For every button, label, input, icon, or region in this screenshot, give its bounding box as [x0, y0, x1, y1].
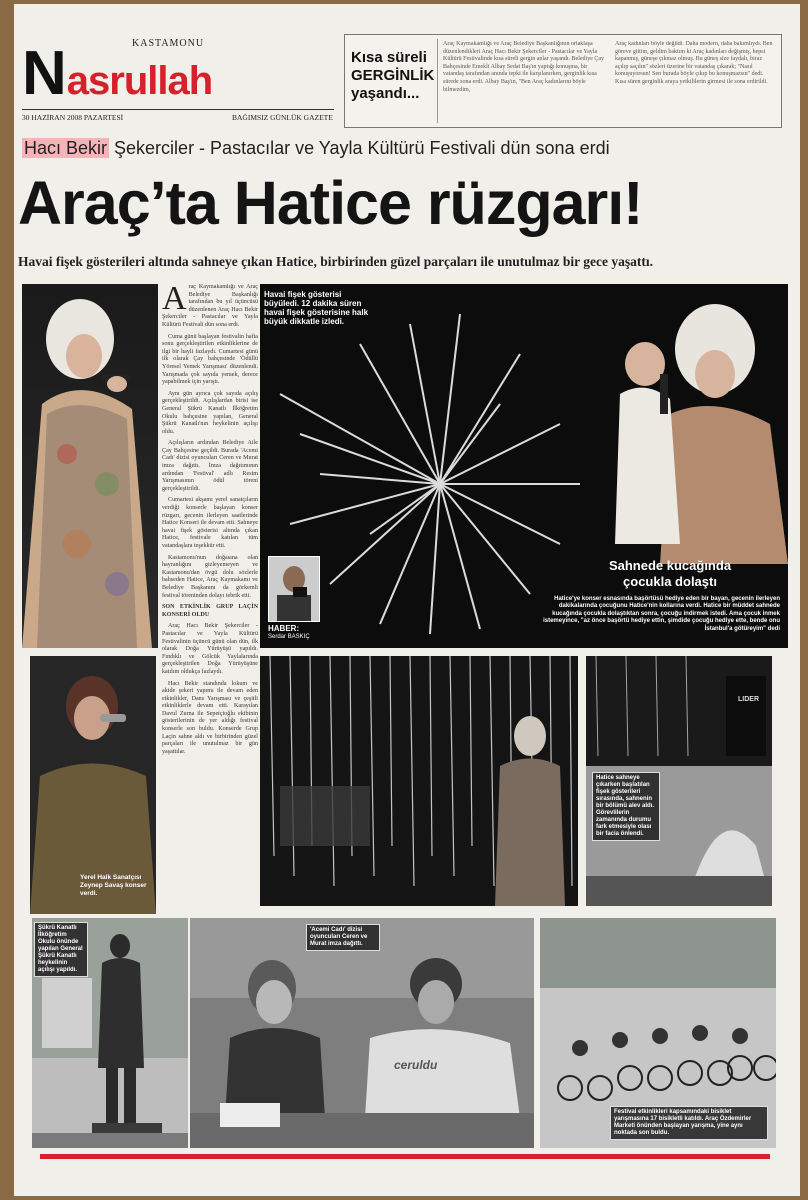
sign-text: LIDER — [738, 696, 759, 703]
reporter-box — [268, 556, 320, 642]
teaser-headline-line-3: yaşandı... — [351, 85, 420, 102]
fireworks-photo — [260, 284, 788, 648]
article-paragraph: Cuma günü başlayan festivalin hafta sonu gerçekleştirilen etkinliklerine de ilgi bir hayli fazlaydı. Cumartesi günü ilk olarak Çay bahçesinde 'Ödüllü Yöresel Yemek Yarışması' düzenlendi. Yarışmada çok sayıda yemek, derece yapabilmek için yarıştı. — [162, 333, 258, 386]
child-story-box — [260, 544, 788, 648]
reporter-photo — [268, 556, 320, 622]
statue-photo — [32, 918, 188, 1148]
masthead-tagline: BAĞIMSIZ GÜNLÜK GAZETE — [232, 113, 333, 122]
teaser-headline-line-2: GERGİNLİK — [351, 67, 435, 84]
teaser-divider — [437, 39, 438, 123]
teaser-text-col-2: Araç kadınları böyle değildi. Daha modern, daha bakımlıydı. Ben göreve gittim, geldim baktım ki Araç kadınları değişmiş, hepsi kapanmış, güneşe çıkmaz olmuş. Bu güneş size faydalı, biraz açılıp saçılın" sözleri üzerine bir vatandaş çıkarak; "Nasıl konuşuyorsun! Sen burada böyle çıkıp bu konuşmazsın" dedi. Kısa süren gerginlik araya yetkililerin girmesi ile sona erdirildi. — [615, 41, 773, 85]
teaser-box — [344, 34, 782, 128]
reporter-label: HABER: — [268, 624, 300, 633]
fire-caption: Hatice sahneye çıkarken başlatılan fişek gösterileri sırasında, sahnenin bir bölümü alev aldı. Görevlilerin zamanında durumu fark etmesiyle olası bir facia önlendi. — [592, 772, 660, 841]
deck: Havai fişek gösterileri altında sahneye çıkan Hatice, birbirinden güzel parçaları ile unutulmaz bir gece yaşattı. — [18, 254, 653, 269]
article-paragraph: Aynı gün ayrıca çok sayıda açılış gerçekleştirildi. Açılışlardan birisi ise General Şükrü Kanatlı İlköğretim Okulu bahçesine yapılan, General Şükrü Kanatlı'nın heykelinin açılışı oldu. — [162, 390, 258, 435]
teaser-headline-line-1: Kısa süreli — [351, 49, 427, 66]
reporter-name: Serdar BASKIÇ — [268, 634, 310, 640]
kicker-highlight: Hacı Bekir — [24, 138, 108, 158]
stage-fireworks-photo — [260, 656, 578, 906]
child-story-title-1: Sahnede kucağında — [608, 558, 732, 573]
logo-letter-n: N — [22, 39, 67, 108]
tshirt-print: ceruldu — [394, 1058, 438, 1072]
kicker — [22, 138, 610, 159]
bottom-red-rule — [40, 1154, 770, 1159]
kicker-text: Şekerciler - Pastacılar ve Yayla Kültürü Festivali dün sona erdi — [109, 138, 610, 158]
article-paragraph: raç Kaymakamlığı ve Araç Belediye Başkanlığı tarafından bu yıl üçüncüsü düzenlenen Araç Hacı Bekir Şekerciler - Pastacılar ve Yayla Kültürü Festivali dün sona erdi. — [162, 284, 258, 328]
masthead-city: KASTAMONU — [132, 38, 205, 49]
teaser-text-col-1: Araç Kaymakamlığı ve Araç Belediye Başkanlığının ortaklaşa düzenlendikleri Araç Hacı Bekir Şekerciler - Pastacılar ve Yayla Kültürü Festivalinde kısa süreli gergin anlar yaşandı. Belediye Çay Bahçesinde Emekli Albay Sedat Baş'ın yaptığı konuşma, bir vatandaş tarafından anında tepki ile karşılanırken, gerginlik kısa sürede sona erdi. Albay Baş'ın, "Ben Araç kadınlarını böyle bilmezdim, — [443, 41, 605, 93]
stage-fireworks-art — [260, 656, 578, 906]
child-story-text: Hatice'ye konser esnasında başörtüsü hediye eden bir bayan, gecenin ilerleyen dakikalarında çocuğunu Hatice'nin kollarına verdi. Hatice bir müddet sahnede kucağında çocukla dolaştıktan sonra, çocuğu indirmek istedi. Ama çocuk inmek istemeyince, "az önce başörtü hediye ettin, şimdide çocuğu hediye ette, bende onu İstanbul'a götüreyim" dedi — [543, 596, 780, 632]
singer-photo — [30, 656, 156, 914]
newspaper-page — [14, 4, 800, 1196]
article-dropcap: A — [162, 284, 187, 317]
main-headline: Araç’ta Hatice rüzgarı! — [18, 169, 643, 237]
article-body — [162, 284, 258, 916]
hatice-with-child — [615, 304, 788, 564]
article-paragraph: Cumartesi akşamı yerel sanatçıların verdiği konserle başlayan konser rüzgarı, gecenin ilerleyen saatlerinde Hatice Konseri ile devam etti. Sahneye havai fişek gösterisi altında çıkan Hatice, festivale katılan tüm vatandaşlara teşekkür etti. — [162, 497, 258, 549]
actors-caption: 'Acemi Cadı' dizisi oyuncuları Ceren ve Murat imza dağıttı. — [306, 924, 380, 951]
masthead-date: 30 HAZİRAN 2008 PAZARTESİ — [22, 113, 124, 122]
actors-photo — [190, 918, 534, 1148]
stage-fire-photo — [586, 656, 772, 906]
article-paragraph: Açılışların ardından Belediye Aile Çay Bahçesine geçildi. Burada 'Acemi Cadı' dizisi oyuncuları Ceren ve Murat imza dağıttı. İmza dağıtımının ardından 'Festival' adlı Resim Yarışmasının ödül töreni gerçekleştirildi. — [162, 440, 258, 492]
bike-race-caption: Festival etkinlikleri kapsamındaki bisiklet yarışmasına 17 bisikletli katıldı. Araç Özdemirler Marketi önünden başlayan yarışma, yine aynı noktada son buldu. — [610, 1106, 768, 1140]
logo-name: asrullah — [66, 59, 213, 103]
hatice-photo — [22, 284, 158, 648]
article-paragraph: Hacı Bekir standında lokum ve akide şekeri yapımı ile devam eden etkinlikler, Dans Yarışması ve çeşitli etkinliklerle devam etti. Karayılan Davul Zurna ile Sepetçioğlu ekibinin gösterilerinin de yer aldığı festival konserle son buldu. Konserde Grup Laçin sahne aldı ve birbirinden güzel parçaları ile unutulmaz bir gün yaşattılar. — [162, 680, 258, 755]
masthead-rule — [22, 109, 334, 110]
teaser-headline — [351, 49, 433, 103]
singer-caption: Yerel Halk Sanatçısı Zeynep Savaş konser verdi. — [80, 874, 147, 897]
hatice-photo-art — [22, 284, 158, 648]
bike-race-photo — [540, 918, 776, 1148]
article-paragraph: Araç Hacı Bekir Şekerciler - Pastacılar ve Yayla Kültürü Festivalinin üçüncü günü olan dün, ilk olarak Doğa Yürüyüşü yapıldı. Fındıklı ve Gölcük Yaylalarında gerçekleştirilen Doğa Yürüyüşüne katılım oldukça fazlaydı. — [162, 623, 258, 675]
actors-art — [190, 918, 534, 1148]
child-story-title — [600, 558, 740, 590]
article-paragraph: Kastamonu'nun doğasına olan hayranlığını gizleyemeyen ve Kastamonu'dan övgü dolu sözlerle bahseden Hatice, Araç Kaymakamı ve Belediye Başkanını da görkemli festival töreninden dolayı tebrik etti. — [162, 554, 258, 599]
masthead — [22, 30, 342, 130]
fireworks-caption: Havai fişek gösterisi büyüledi. 12 dakika süren havai fişek gösterisine halk büyük dikkatle izledi. — [264, 290, 369, 326]
statue-caption: Şükrü Kanatlı İlköğretim Okulu önünde yapılan General Şükrü Kanatlı heykelinin açılışı yapıldı. — [34, 922, 88, 977]
child-story-title-2: çocukla dolaştı — [623, 574, 717, 589]
article-subhead: SON ETKİNLİK GRUP LAÇİN KONSERİ OLDU — [162, 604, 258, 618]
